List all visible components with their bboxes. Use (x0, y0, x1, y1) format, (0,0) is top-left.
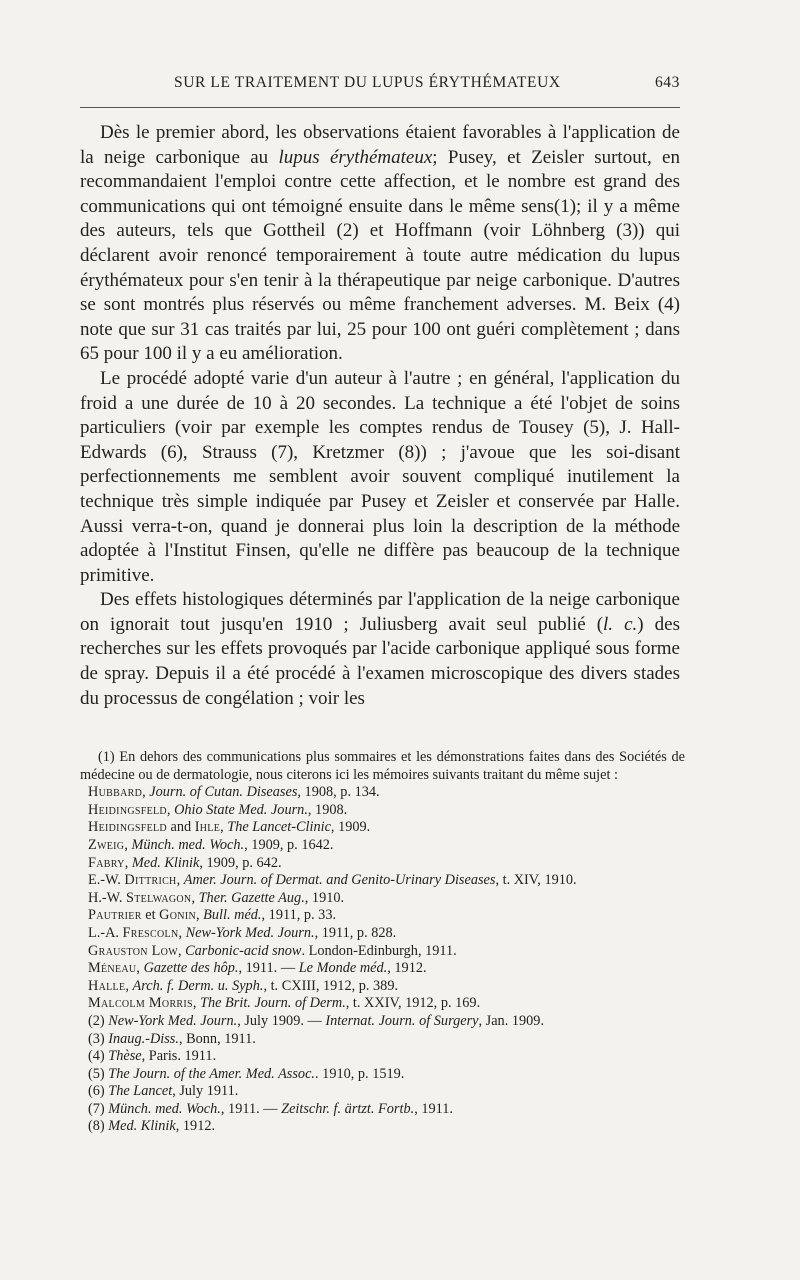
footnote-number: (5) (88, 1065, 109, 1082)
reference-journal: Gazette des hôp. (143, 960, 239, 977)
reference-details: , 1909, p. 1642. (244, 836, 334, 853)
reference-author: Méneau (88, 960, 137, 977)
running-head (80, 74, 680, 98)
reference-author: Stelwagon (126, 889, 192, 906)
main-text (80, 121, 680, 711)
reference-details: , 1908. (307, 801, 348, 818)
numbered-footnote (80, 1048, 685, 1066)
reference-author: Heidingsfeld (88, 819, 167, 836)
reference-author: Halle (88, 977, 126, 994)
reference-author-initials: H.-W. (88, 889, 126, 906)
footnote-number: (2) (88, 1012, 109, 1029)
reference-details: , 1910. (304, 889, 345, 906)
reference-joiner: et (141, 907, 160, 924)
reference-details: , t. XIV, 1910. (495, 872, 577, 889)
reference-separator: , (124, 836, 132, 853)
reference-line (80, 837, 685, 855)
paragraph-3-italic: l. c. (603, 613, 638, 635)
reference-journal: The Lancet-Clinic (227, 819, 331, 836)
numbered-footnote (80, 1013, 685, 1031)
reference-details: , Bonn, 1911. (178, 1030, 256, 1047)
reference-author: Zweig (88, 836, 125, 853)
footnotes (80, 749, 685, 1136)
reference-journal: The Brit. Journ. of Derm. (200, 995, 346, 1012)
footnote-number: (4) (88, 1048, 109, 1065)
reference-separator: , (178, 924, 186, 941)
paragraph-1-italic: lupus érythémateux (278, 146, 433, 168)
reference-separator: , (191, 889, 199, 906)
reference-author: Grauston Low (88, 942, 178, 959)
reference-details: . 1910, p. 1519. (315, 1065, 405, 1082)
numbered-footnote (80, 1118, 685, 1136)
reference-author: Malcolm Morris (88, 995, 193, 1012)
reference-line (80, 802, 685, 820)
footnote-number: (6) (88, 1083, 109, 1100)
reference-author: Heidingsfeld (88, 801, 167, 818)
footnote-number: (8) (88, 1118, 109, 1135)
reference-line (80, 890, 685, 908)
reference-line (80, 960, 685, 978)
reference-journal: Le Monde méd. (298, 960, 388, 977)
reference-journal: Amer. Journ. of Dermat. and Genito-Urinary Diseases (183, 872, 496, 889)
paragraph-1-text-c: ; Pusey, et Zeisler surtout, en recommandaient l'emploi contre cette affection, et le nombre est grand des communications qui ont témoigné ensuite dans le même sens(1); il y a même des auteurs, tels que Gottheil (2) et Hoffmann (voir Löhnberg (3)) qui déclarent avoir renoncé temporairement à toute autre médication du lupus érythémateux pour s'en tenir à la thérapeutique par neige carbonique. D'autres se sont montrés plus réservés ou même franchement adverses. M. Beix (4) note que sur 31 cas traités par lui, 25 pour 100 ont guéri complètement ; dans 65 pour 100 il y a eu amélioration. (80, 146, 680, 365)
reference-author: Pautrier (88, 907, 142, 924)
reference-journal: Bull. méd. (203, 907, 262, 924)
reference-author: Fabry (88, 854, 125, 871)
numbered-footnote (80, 1066, 685, 1084)
reference-author: Dittrich (124, 872, 177, 889)
reference-details: , Jan. 1909. (478, 1012, 545, 1029)
numbered-footnote (80, 1031, 685, 1049)
footnote-number: (7) (88, 1100, 109, 1117)
reference-details: , July 1911. (172, 1083, 239, 1100)
reference-separator: , (124, 854, 132, 871)
reference-separator: , (166, 801, 175, 818)
reference-details: , 1911, p. 33. (261, 907, 337, 924)
reference-separator: , (176, 872, 184, 889)
reference-journal: Internat. Journ. of Surgery (325, 1012, 479, 1029)
reference-details: , 1909, p. 642. (199, 854, 282, 871)
reference-line (80, 995, 685, 1013)
footnote-1-intro: (1) En dehors des communications plus sommaires et les démonstrations faites dans des Sociétés de médecine ou de dermatologie, nous citerons ici les mémoires suivants traitant du même sujet : (80, 749, 685, 783)
reference-journal: Ther. Gazette Aug. (198, 889, 305, 906)
reference-journal: Ohio State Med. Journ. (174, 801, 308, 818)
reference-line (80, 978, 685, 996)
reference-journal: Münch. med. Woch. (108, 1100, 221, 1117)
reference-details: . London-Edinburgh, 1911. (301, 942, 457, 959)
reference-author-initials: L.-A. (88, 924, 123, 941)
reference-separator: , (192, 995, 201, 1012)
reference-details: , 1911. — (238, 960, 299, 977)
paragraph-2: Le procédé adopté varie d'un auteur à l'autre ; en général, l'application du froid a une durée de 10 à 20 secondes. La technique a été l'objet de soins particuliers (voir par exemple les comptes rendus de Tousey (5), J. Hall-Edwards (6), Strauss (7), Kretzmer (8)) ; j'avoue que les soi-disant perfectionnements me semblent avoir souvent compliqué inutilement la technique très simple indiquée par Pusey et Zeisler et conservée par Halle. Aussi verra-t-on, quand je donnerai plus loin la description de la méthode adoptée à l'Institut Finsen, qu'elle ne diffère pas beaucoup de la technique primitive. (80, 367, 680, 586)
reference-details: , 1909. (330, 819, 371, 836)
reference-author: Frescoln (122, 924, 179, 941)
reference-journal: New-York Med. Journ. (108, 1012, 238, 1029)
reference-journal: Zeitschr. f. ärtzt. Fortb. (281, 1100, 415, 1117)
reference-line (80, 819, 685, 837)
reference-line (80, 872, 685, 890)
paragraph-1 (80, 121, 680, 367)
reference-details: , 1911, p. 828. (314, 924, 397, 941)
reference-author: Gonin (159, 907, 196, 924)
reference-journal: Thèse (108, 1048, 142, 1065)
reference-journal: Med. Klinik (108, 1118, 176, 1135)
reference-author-initials: E.-W. (88, 872, 125, 889)
footnote-1-references (80, 784, 685, 1013)
reference-journal: Inaug.-Diss. (108, 1030, 179, 1047)
reference-separator: , (177, 942, 186, 959)
reference-journal: Arch. f. Derm. u. Syph. (132, 977, 264, 994)
reference-author: Ihle (194, 819, 221, 836)
reference-line (80, 925, 685, 943)
reference-details: , 1908, p. 134. (297, 784, 380, 801)
numbered-footnote (80, 1083, 685, 1101)
footnote-number: (3) (88, 1030, 109, 1047)
paragraph-3-text-a: Des effets histologiques déterminés par l'application de la neige carbonique on ignorait tout jusqu'en 1910 ; Juliusberg avait seul publié ( (80, 589, 680, 635)
header-rule (80, 107, 680, 108)
running-title: SUR LE TRAITEMENT DU LUPUS ÉRYTHÉMATEUX (174, 74, 561, 91)
reference-author: Hubbard (88, 784, 143, 801)
reference-journal: The Journ. of the Amer. Med. Assoc. (108, 1065, 316, 1082)
reference-separator: , (220, 819, 228, 836)
reference-line (80, 907, 685, 925)
reference-separator: , (142, 784, 150, 801)
reference-separator: , (195, 907, 204, 924)
paragraph-3 (80, 588, 680, 711)
reference-journal: Med. Klinik (131, 854, 200, 871)
reference-details: , Paris. 1911. (141, 1048, 217, 1065)
page-number: 643 (654, 74, 680, 91)
reference-separator: , (136, 960, 144, 977)
reference-line (80, 855, 685, 873)
reference-details: , July 1909. — (237, 1012, 326, 1029)
reference-separator: , (125, 977, 133, 994)
paragraph-1-text-a: Dès le premier abord, les observations étaient favorables à l'application de la neige carbonique au (80, 122, 680, 168)
reference-details: , 1911. — (220, 1100, 282, 1117)
reference-journal: Münch. med. Woch. (131, 836, 245, 853)
reference-joiner: and (166, 819, 195, 836)
reference-line (80, 943, 685, 961)
reference-details: , 1911. (414, 1100, 453, 1117)
reference-details: , 1912. (387, 960, 427, 977)
reference-journal: Journ. of Cutan. Diseases (149, 784, 298, 801)
numbered-footnotes (80, 1013, 685, 1136)
reference-journal: Carbonic-acid snow (185, 942, 302, 959)
reference-details: , t. XXIV, 1912, p. 169. (345, 995, 481, 1012)
reference-details: , 1912. (175, 1118, 216, 1135)
paragraph-3-text-c: ) des recherches sur les effets provoqués par l'acide carbonique appliqué sous forme de spray. Depuis il a été procédé à l'examen microscopique des divers stades du processus de congélation ; voir les (80, 613, 680, 709)
reference-line (80, 784, 685, 802)
reference-journal: New-York Med. Journ. (185, 924, 315, 941)
reference-journal: The Lancet (108, 1083, 173, 1100)
reference-details: , t. CXIII, 1912, p. 389. (263, 977, 399, 994)
numbered-footnote (80, 1101, 685, 1119)
